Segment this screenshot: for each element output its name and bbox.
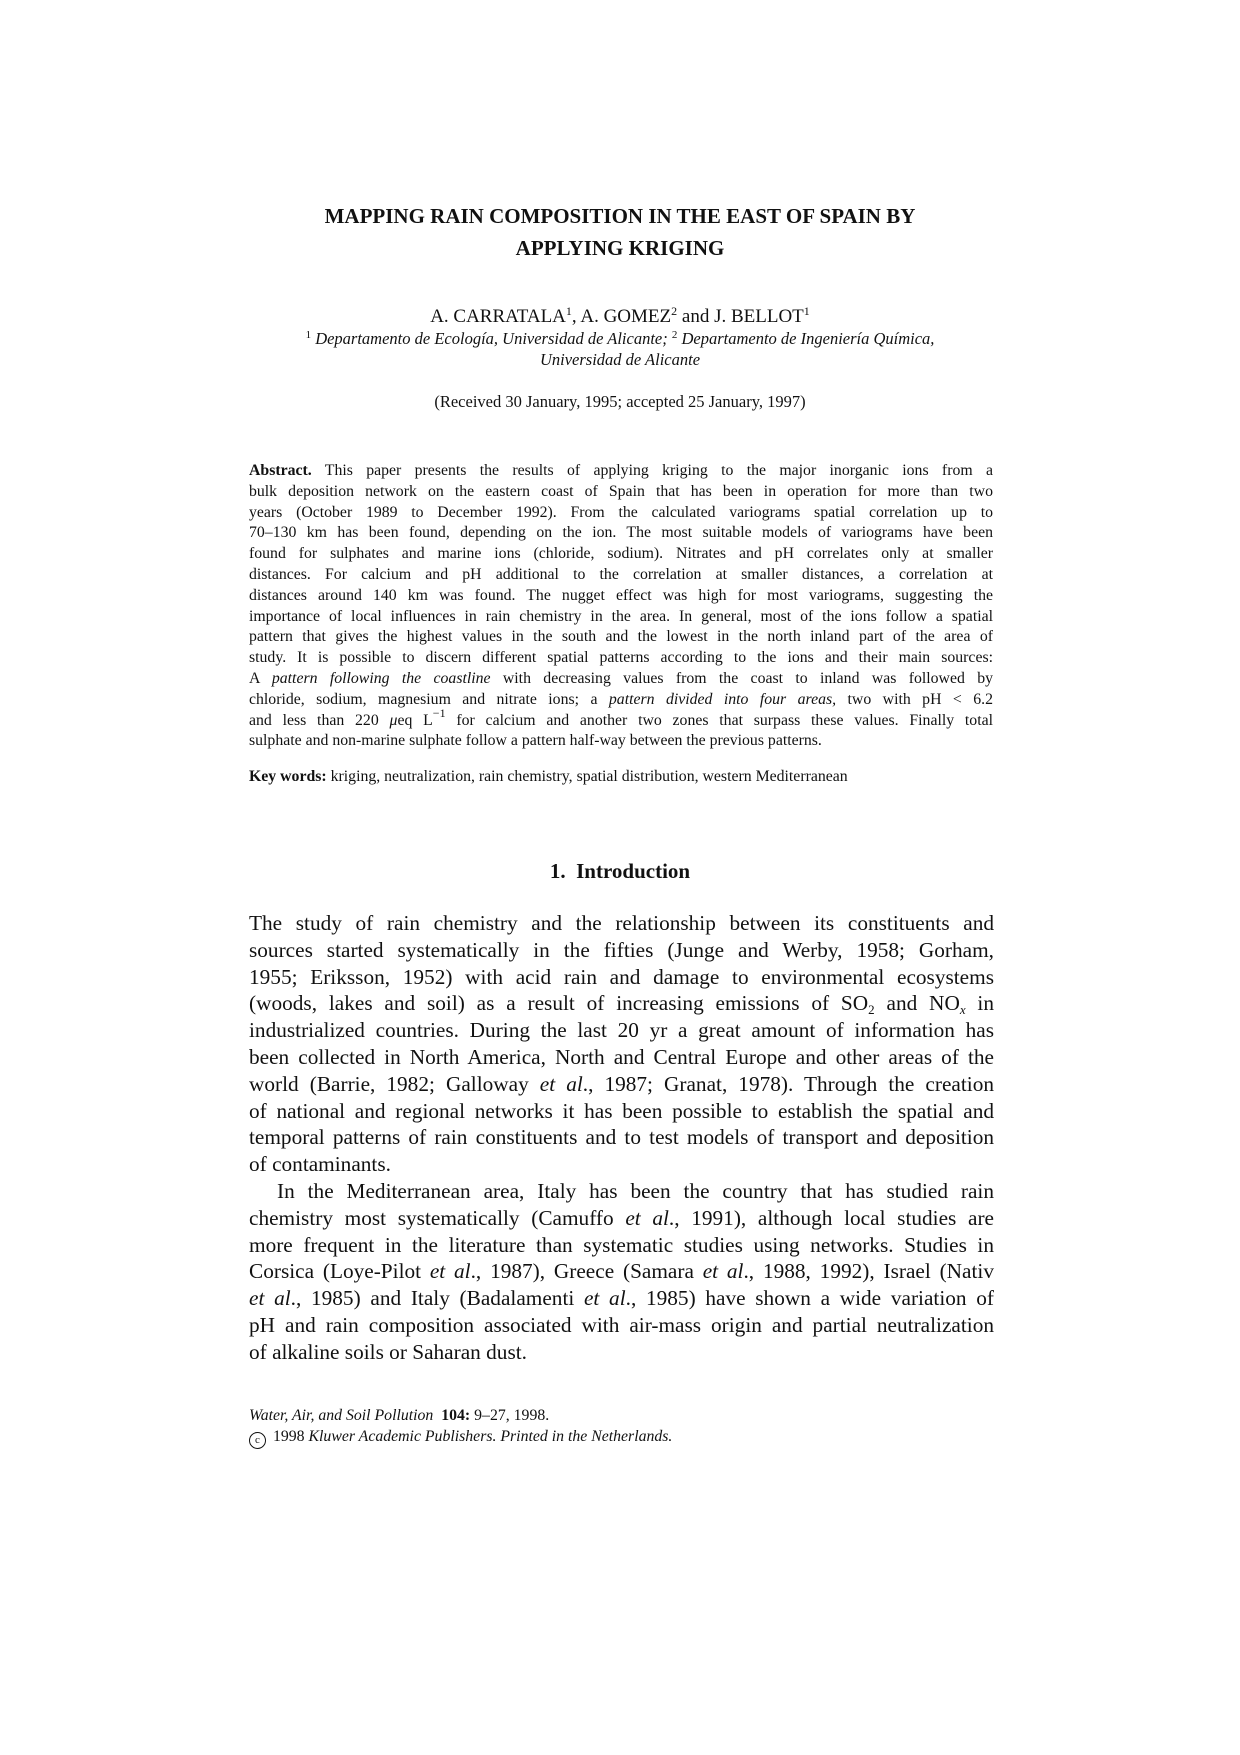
keywords-text: kriging, neutralization, rain chemistry, spatial distribution, western Mediterranean (326, 768, 848, 785)
section-title: Introduction (576, 859, 691, 883)
affiliation-text: Departamento de Ingeniería Química, (677, 329, 935, 348)
abstract-emphasis: pattern divided into four areas, (608, 690, 837, 708)
title-line-1: MAPPING RAIN COMPOSITION IN THE EAST OF SPAIN BY (324, 204, 916, 228)
abstract-line: distances. For calcium and pH additional to the correlation at smaller distances, a correlation at (249, 565, 993, 583)
abstract-text: two with pH < 6.2 (836, 690, 993, 708)
citation-etal: et al (625, 1205, 669, 1230)
body-line: The study of rain chemistry and the relationship between its constituents and (249, 911, 994, 935)
author-separator: and (677, 306, 715, 327)
body-line (249, 1285, 994, 1312)
body-line: In the Mediterranean area, Italy has been the country that has studied rain (277, 1178, 994, 1203)
abstract-line (249, 705, 993, 732)
abstract-line: bulk deposition network on the eastern coast of Spain that has been in operation for more than two (249, 482, 993, 500)
body-line: more frequent in the literature than systematic studies using networks. Studies in (249, 1232, 994, 1257)
abstract-text: This paper presents the results of applying kriging to the major inorganic ions from a (324, 462, 993, 479)
body-text: ., 1987; Granat, 1978). Through the creation (582, 1071, 994, 1096)
abstract-line (249, 461, 993, 482)
affiliation-text: Departamento de Ecología, Universidad de Alicante; (311, 329, 672, 348)
citation-etal: et al (702, 1259, 744, 1284)
abstract-text: with decreasing values from the coast to inland was followed by (490, 669, 993, 687)
citation-etal: et al (429, 1259, 471, 1284)
citation-etal: et al (583, 1286, 626, 1311)
body-line (249, 1205, 994, 1232)
body-line (249, 1258, 994, 1285)
body-text: ., 1985) have shown a wide variation of (625, 1286, 994, 1311)
body-line: temporal patterns of rain constituents and to test models of transport and deposition (249, 1125, 994, 1150)
body-text: Corsica (Loye-Pilot (249, 1259, 430, 1284)
abstract-line (249, 690, 993, 711)
journal-volume: 104: (441, 1407, 471, 1424)
body-text: ., 1985) and Italy (Badalamenti (290, 1286, 584, 1311)
abstract-line: pattern that gives the highest values in the south and the lowest in the north inland part of the area of (249, 628, 993, 646)
section-number: 1. (549, 859, 566, 883)
title-line-2: APPLYING KRIGING (515, 236, 725, 260)
affiliation-line-2: Universidad de Alicante (539, 350, 701, 369)
author-name: A. CARRATALA (430, 306, 566, 327)
author-affil-mark: 1 (803, 304, 810, 318)
keywords-label: Key words: (249, 768, 327, 785)
body-line: of contaminants. (249, 1152, 391, 1177)
received-dates: (Received 30 January, 1995; accepted 25 January, 1997) (434, 392, 806, 411)
mu-symbol: μ (389, 711, 398, 729)
body-text: ., 1987), Greece (Samara (470, 1259, 703, 1284)
section-heading (250, 858, 990, 884)
abstract-text: chloride, sodium, magnesium and nitrate ions; a (249, 690, 609, 708)
paper-title (250, 200, 990, 264)
author-affil-mark: 1 (565, 304, 572, 318)
abstract-line: found for sulphates and marine ions (chloride, sodium). Nitrates and pH correlates only at smaller (249, 545, 993, 563)
abstract-line (249, 669, 993, 690)
citation-etal: et al (539, 1071, 583, 1096)
affiliations (250, 328, 990, 370)
affil-mark: 1 (305, 329, 312, 341)
abstract-line: years (October 1989 to December 1992). From the calculated variograms spatial correlation up to (249, 503, 993, 521)
author-separator: , (571, 306, 581, 327)
citation-line (249, 1406, 994, 1427)
body-text: in (965, 991, 994, 1016)
body-text: world (Barrie, 1982; Galloway (249, 1071, 540, 1096)
abstract-label: Abstract. (249, 462, 312, 479)
publisher-name: Kluwer Academic Publishers. Printed in the Netherlands. (308, 1427, 673, 1445)
copyright-icon: c (249, 1432, 266, 1449)
body-line (249, 1071, 994, 1098)
abstract-text: and less than 220 (249, 711, 390, 729)
body-line: of national and regional networks it has been possible to establish the spatial and (249, 1098, 994, 1123)
body-line: sources started systematically in the fifties (Junge and Werby, 1958; Gorham, (249, 937, 994, 962)
abstract-text: eq L (397, 711, 433, 729)
body-line: been collected in North America, North and Central Europe and other areas of the (249, 1044, 994, 1069)
subscript: x (959, 1002, 966, 1018)
author-name: A. GOMEZ (580, 306, 672, 327)
body-line: industrialized countries. During the last 20 yr a great amount of information has (249, 1018, 994, 1043)
body-line (249, 990, 994, 1017)
journal-footer (249, 1406, 994, 1449)
keywords (249, 767, 993, 788)
body-line: of alkaline soils or Saharan dust. (249, 1339, 527, 1364)
affil-mark: 2 (671, 329, 678, 341)
unit-exponent: −1 (432, 705, 446, 720)
body-text: ., 1988, 1992), Israel (Nativ (743, 1259, 994, 1284)
abstract-text: A (249, 669, 272, 687)
abstract-line: importance of local influences in rain chemistry in the area. In general, most of the ions follow a spatial (249, 607, 993, 625)
copyright-line (249, 1427, 994, 1449)
author-affil-mark: 2 (671, 304, 678, 318)
subscript: 2 (868, 1002, 875, 1018)
abstract-text: for calcium and another two zones that surpass these values. Finally total (445, 711, 993, 729)
author-name: J. BELLOT (714, 306, 804, 327)
abstract (249, 461, 993, 752)
body-text: chemistry most systematically (Camuffo (249, 1205, 626, 1230)
journal-name: Water, Air, and Soil Pollution (249, 1407, 434, 1424)
body-line: pH and rain composition associated with air-mass origin and partial neutralization (249, 1312, 994, 1337)
introduction-body (249, 910, 994, 1366)
abstract-line: distances around 140 km was found. The nugget effect was high for most variograms, suggesting the (249, 586, 993, 604)
body-line: 1955; Eriksson, 1952) with acid rain and damage to environmental ecosystems (249, 964, 994, 989)
author-list (250, 306, 990, 328)
body-text: ., 1991), although local studies are (668, 1205, 994, 1230)
copyright-year: 1998 (269, 1427, 309, 1445)
citation-etal: et al (249, 1286, 291, 1311)
body-text: (woods, lakes and soil) as a result of increasing emissions of SO (249, 991, 869, 1016)
abstract-emphasis: pattern following the coastline (271, 669, 491, 687)
abstract-line: study. It is possible to discern different spatial patterns according to the ions and their main sources: (249, 649, 993, 667)
abstract-line: sulphate and non-marine sulphate follow a pattern half-way between the previous patterns. (249, 732, 822, 750)
abstract-line: 70–130 km has been found, depending on the ion. The most suitable models of variograms have been (249, 524, 993, 542)
journal-pages: 9–27, 1998. (470, 1407, 550, 1424)
body-text: and NO (874, 991, 960, 1016)
affiliation-line-1 (250, 328, 990, 349)
